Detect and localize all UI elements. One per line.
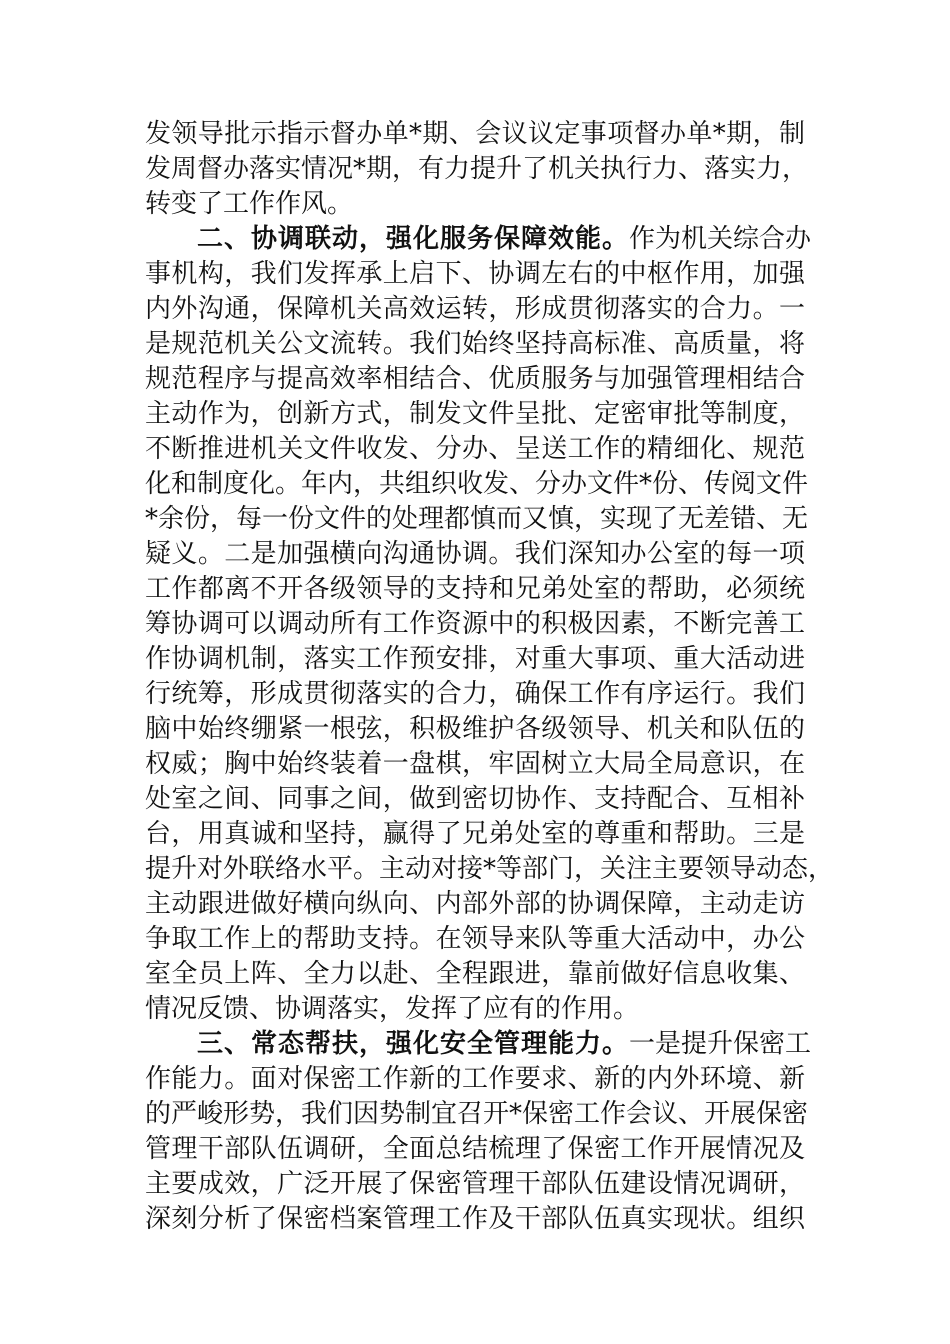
body-line: 发领导批示指示督办单*期、会议议定事项督办单*期，制 [145,119,805,149]
body-line: 深刻分析了保密档案管理工作及干部队伍真实现状。组织 [145,1204,805,1234]
body-line: 作协调机制，落实工作预安排，对重大事项、重大活动进 [145,644,805,674]
section-3-first-line [197,1024,812,1064]
body-line: 脑中始终绷紧一根弦，积极维护各级领导、机关和队伍的 [145,714,805,744]
body-line: 发周督办落实情况*期，有力提升了机关执行力、落实力， [145,154,809,184]
body-line: 处室之间、同事之间，做到密切协作、支持配合、互相补 [145,784,805,814]
body-line: 室全员上阵、全力以赴、全程跟进，靠前做好信息收集、 [145,959,805,989]
section-3-heading: 三、常态帮扶，强化安全管理能力。 [197,1029,630,1059]
body-line: 主动作为，创新方式，制发文件呈批、定密审批等制度， [145,399,805,429]
section-2-lead-text: 作为机关综合办 [629,224,812,254]
body-line: 管理干部队伍调研，全面总结梳理了保密工作开展情况及 [145,1134,805,1164]
body-line: 疑义。二是加强横向沟通协调。我们深知办公室的每一项 [145,539,805,569]
body-line: 争取工作上的帮助支持。在领导来队等重大活动中，办公 [145,924,805,954]
body-line: 行统筹，形成贯彻落实的合力，确保工作有序运行。我们 [145,679,805,709]
body-line: 的严峻形势，我们因势制宜召开*保密工作会议、开展保密 [145,1099,809,1129]
body-line: 规范程序与提高效率相结合、优质服务与加强管理相结合 [145,364,805,394]
body-line: 权威；胸中始终装着一盘棋，牢固树立大局全局意识，在 [145,749,805,779]
body-line: 主动跟进做好横向纵向、内部外部的协调保障，主动走访 [145,889,805,919]
body-line: 工作都离不开各级领导的支持和兄弟处室的帮助，必须统 [145,574,805,604]
body-line: 内外沟通，保障机关高效运转，形成贯彻落实的合力。一 [145,294,805,324]
body-line: 化和制度化。年内，共组织收发、分办文件*份、传阅文件 [145,469,809,499]
body-line: 不断推进机关文件收发、分办、呈送工作的精细化、规范 [145,434,805,464]
body-line: 事机构，我们发挥承上启下、协调左右的中枢作用，加强 [145,259,805,289]
body-line: 是规范机关公文流转。我们始终坚持高标准、高质量，将 [145,329,805,359]
section-2-heading: 二、协调联动，强化服务保障效能。 [197,224,630,254]
body-line: 作能力。面对保密工作新的工作要求、新的内外环境、新 [145,1064,805,1094]
body-line: 筹协调可以调动所有工作资源中的积极因素，不断完善工 [145,609,805,639]
body-line: 主要成效，广泛开展了保密管理干部队伍建设情况调研， [145,1169,805,1199]
body-line: 转变了工作作风。 [145,189,354,219]
section-2-first-line [197,219,812,259]
section-3-lead-text: 一是提升保密工 [629,1029,812,1059]
body-line: 情况反馈、协调落实，发挥了应有的作用。 [145,994,640,1024]
body-line: 台，用真诚和坚持，赢得了兄弟处室的尊重和帮助。三是 [145,819,805,849]
body-line: *余份，每一份文件的处理都慎而又慎，实现了无差错、无 [145,504,809,534]
body-line: 提升对外联络水平。主动对接*等部门，关注主要领导动态， [145,854,835,884]
